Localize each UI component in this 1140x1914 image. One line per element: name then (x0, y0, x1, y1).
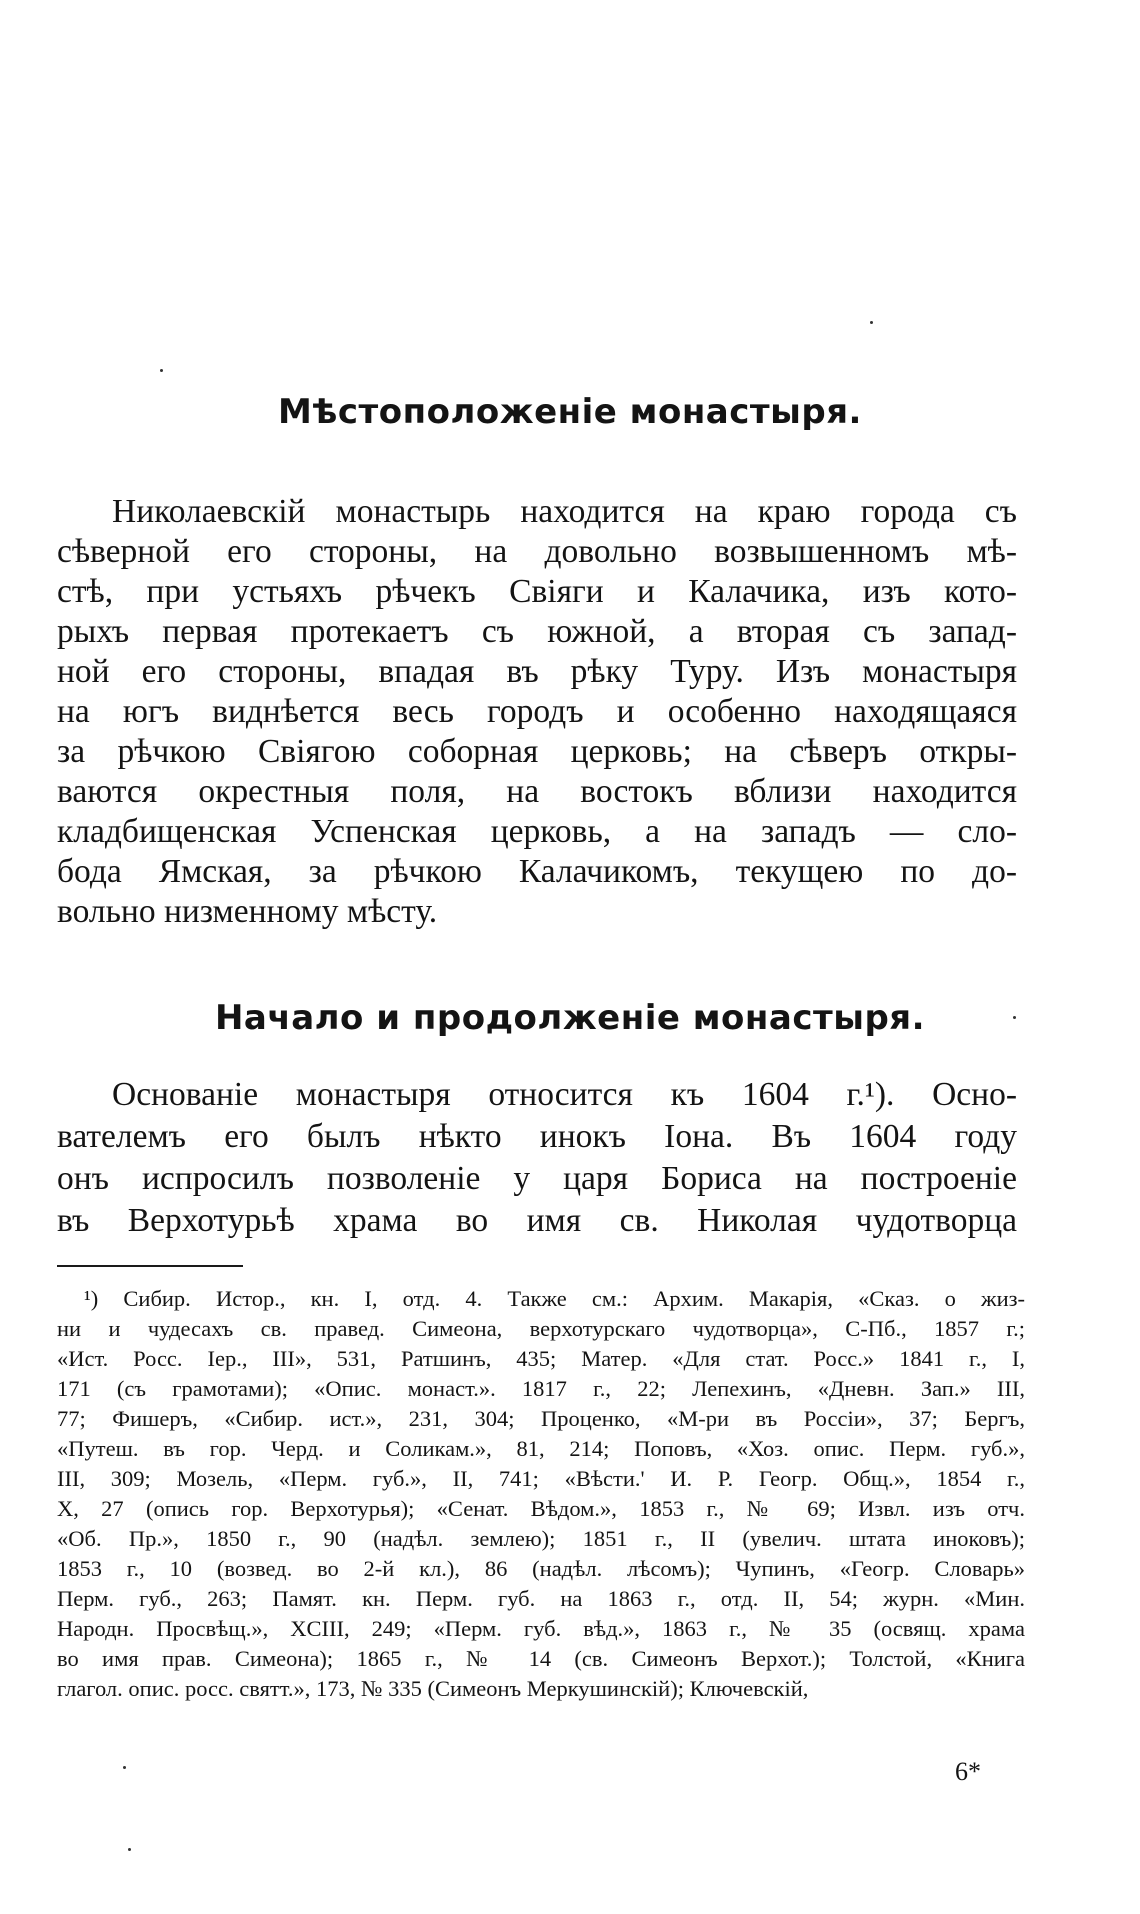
body-line: на югъ виднѣется весь городъ и особенно находящаяся (57, 693, 1017, 730)
footnote-line: во имя прав. Симеона); 1865 г., № 14 (св. Симеонъ Верхот.); Толстой, «Книга (57, 1646, 1025, 1671)
footnote-line: 1853 г., 10 (возвед. во 2-й кл.), 86 (надѣл. лѣсомъ); Чупинъ, «Геогр. Словарь» (57, 1556, 1025, 1581)
footnote-line: ¹) Сибир. Истор., кн. I, отд. 4. Также см.: Архим. Макарія, «Сказ. о жиз- (84, 1286, 1025, 1311)
footnote-line: Народн. Просвѣщ.», XCIII, 249; «Перм. губ. вѣд.», 1863 г., № 35 (освящ. храма (57, 1616, 1025, 1641)
footnote-line: «Путеш. въ гор. Черд. и Соликам.», 81, 214; Поповъ, «Хоз. опис. Перм. губ.», (57, 1436, 1025, 1461)
body-line: рыхъ первая протекаетъ съ южной, а вторая съ запад- (57, 613, 1017, 650)
body-line: вольно низменному мѣсту. (57, 893, 438, 930)
section-heading-location: Мѣстоположеніе монастыря. (278, 392, 862, 432)
footnote-line: «Об. Пр.», 1850 г., 90 (надѣл. землею); 1851 г., II (увелич. штата иноковъ); (57, 1526, 1025, 1551)
body-line: за рѣчкою Свіягою соборная церковь; на сѣверъ откры- (57, 733, 1017, 770)
footnote-line: 171 (съ грамотами); «Опис. монаст.». 1817 г., 22; Лепехинъ, «Дневн. Зап.» III, (57, 1376, 1025, 1401)
footnote-line: 77; Фишеръ, «Сибир. ист.», 231, 304; Проценко, «М-ри въ Россіи», 37; Бергъ, (57, 1406, 1025, 1431)
section-heading-founding: Начало и продолженіе монастыря. (214, 998, 926, 1038)
body-line: сѣверной его стороны, на довольно возвышенномъ мѣ- (57, 533, 1017, 570)
body-line: ной его стороны, впадая въ рѣку Туру. Изъ монастыря (57, 653, 1017, 690)
body-line: Николаевскій монастырь находится на краю города съ (112, 493, 1017, 530)
footnote-line: ни и чудесахъ св. правед. Симеона, верхотурскаго чудотворца», С-Пб., 1857 г.; (57, 1316, 1025, 1341)
body-line: кладбищенская Успенская церковь, а на западъ — сло- (57, 813, 1017, 850)
footnote-rule (57, 1265, 243, 1267)
scan-speck (128, 1848, 131, 1851)
body-line: Основаніе монастыря относится къ 1604 г.¹). Осно- (112, 1076, 1017, 1113)
scan-speck (160, 369, 163, 372)
page-number: 6* (955, 1757, 981, 1786)
footnote-line: «Ист. Росс. Іер., III», 531, Ратшинъ, 435; Матер. «Для стат. Росс.» 1841 г., I, (57, 1346, 1025, 1371)
scan-speck (123, 1766, 126, 1769)
body-line: ваются окрестныя поля, на востокъ вблизи находится (57, 773, 1017, 810)
body-line: онъ испросилъ позволеніе у царя Бориса на построеніе (57, 1160, 1017, 1197)
footnote-line: X, 27 (опись гор. Верхотурья); «Сенат. Вѣдом.», 1853 г., № 69; Извл. изъ отч. (57, 1496, 1025, 1521)
footnote-line: III, 309; Мозель, «Перм. губ.», II, 741; «Вѣсти.' И. Р. Геогр. Общ.», 1854 г., (57, 1466, 1025, 1491)
footnote-line: Перм. губ., 263; Памят. кн. Перм. губ. на 1863 г., отд. II, 54; журн. «Мин. (57, 1586, 1025, 1611)
body-line: бода Ямская, за рѣчкою Калачикомъ, текущею по до- (57, 853, 1017, 890)
body-line: вателемъ его былъ нѣкто инокъ Іона. Въ 1604 году (57, 1118, 1017, 1155)
body-line: въ Верхотурьѣ храма во имя св. Николая чудотворца (57, 1202, 1017, 1239)
body-line: стѣ, при устьяхъ рѣчекъ Свіяги и Калачика, изъ кото- (57, 573, 1017, 610)
scan-speck (870, 321, 873, 324)
footnote-line: глагол. опис. росс. святт.», 173, № 335 (Симеонъ Меркушинскій); Ключевскій, (57, 1676, 809, 1701)
